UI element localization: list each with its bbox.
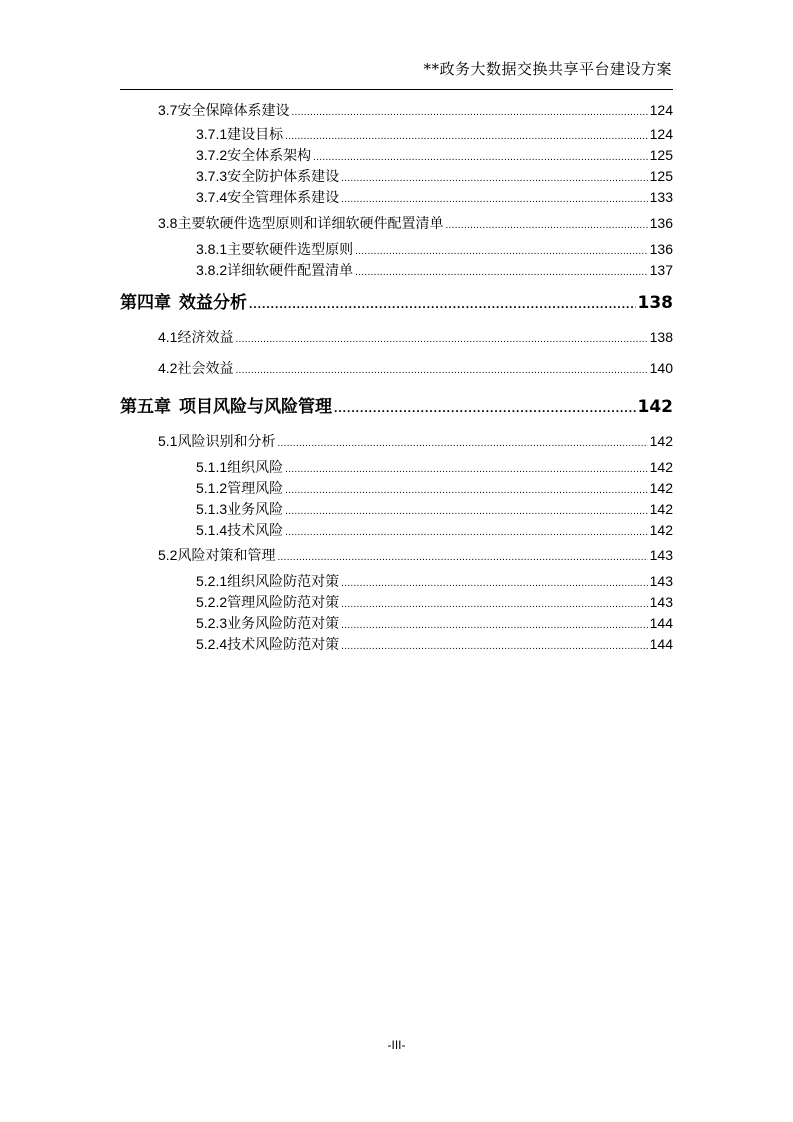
toc-entry[interactable] [196, 145, 673, 167]
toc-entry-title: 建设目标 [227, 127, 284, 143]
toc-chapter-page: 138 [637, 293, 673, 313]
toc-entry[interactable] [196, 499, 673, 521]
toc-entry[interactable] [196, 166, 673, 188]
toc-entry-number: 4.1 [158, 329, 178, 345]
toc-entry-title: 经济效益 [177, 330, 234, 346]
toc-entry-title: 业务风险 [227, 502, 284, 518]
toc-entry[interactable] [158, 431, 673, 453]
toc-entry-page: 142 [649, 480, 673, 496]
document-header-title: **政务大数据交换共享平台建设方案 [423, 60, 672, 78]
toc-entry-page: 143 [649, 547, 673, 563]
toc-dot-leader [341, 599, 648, 610]
toc-entry-page: 133 [649, 189, 673, 205]
toc-chapter-entry[interactable] [120, 288, 673, 316]
toc-chapter-number: 第五章 [120, 397, 171, 417]
toc-chapter-title: 项目风险与风险管理 [179, 397, 332, 417]
toc-entry-page: 137 [649, 262, 673, 278]
toc-dot-leader [341, 620, 648, 631]
toc-entry-number: 3.7.2 [196, 147, 228, 163]
toc-entry-page: 125 [649, 147, 673, 163]
toc-entry-page: 143 [649, 573, 673, 589]
toc-entry-title: 详细软硬件配置清单 [227, 263, 354, 279]
page-number-footer: -III- [387, 1038, 406, 1052]
toc-dot-leader [341, 641, 648, 652]
toc-dot-leader [445, 220, 647, 231]
toc-entry-title: 技术风险防范对策 [227, 637, 340, 653]
toc-dot-leader [355, 246, 648, 257]
toc-entry-number: 3.8.2 [196, 262, 228, 278]
toc-entry-title: 安全体系架构 [227, 148, 312, 164]
toc-entry-title: 安全防护体系建设 [227, 169, 340, 185]
toc-entry-number: 5.1.4 [196, 522, 228, 538]
toc-entry-page: 144 [649, 615, 673, 631]
toc-dot-leader [285, 527, 648, 538]
toc-dot-leader [341, 194, 648, 205]
toc-entry[interactable] [196, 124, 673, 146]
toc-entry-title: 主要软硬件选型原则 [227, 242, 354, 258]
toc-entry-title: 安全管理体系建设 [227, 190, 340, 206]
toc-entry[interactable] [196, 520, 673, 542]
toc-entry[interactable] [196, 571, 673, 593]
toc-entry-number: 3.7 [158, 102, 178, 118]
toc-entry-page: 142 [649, 433, 673, 449]
toc-entry-number: 5.2.1 [196, 573, 228, 589]
toc-entry-number: 3.7.3 [196, 168, 228, 184]
toc-entry-page: 125 [649, 168, 673, 184]
toc-dot-leader [341, 578, 648, 589]
toc-entry[interactable] [158, 358, 673, 380]
toc-dot-leader [285, 506, 648, 517]
toc-entry-number: 5.2.2 [196, 594, 228, 610]
toc-entry-page: 142 [649, 501, 673, 517]
toc-dot-leader [285, 131, 648, 142]
toc-entry-page: 136 [649, 215, 673, 231]
toc-dot-leader [249, 297, 636, 311]
toc-dot-leader [285, 464, 648, 475]
toc-entry[interactable] [196, 613, 673, 635]
toc-entry-title: 管理风险 [227, 481, 284, 497]
toc-entry[interactable] [158, 213, 673, 235]
toc-entry-page: 136 [649, 241, 673, 257]
toc-entry-number: 5.2.3 [196, 615, 228, 631]
toc-dot-leader [341, 173, 648, 184]
toc-entry-title: 风险对策和管理 [177, 548, 276, 564]
toc-entry[interactable] [158, 100, 673, 122]
toc-entry-number: 5.2 [158, 547, 178, 563]
toc-dot-leader [334, 401, 636, 415]
toc-dot-leader [235, 334, 647, 345]
toc-entry-page: 142 [649, 459, 673, 475]
toc-entry-page: 124 [649, 102, 673, 118]
toc-dot-leader [235, 365, 647, 376]
toc-entry-page: 124 [649, 126, 673, 142]
toc-dot-leader [277, 552, 647, 563]
toc-entry-number: 3.8 [158, 215, 178, 231]
toc-entry[interactable] [196, 634, 673, 656]
toc-entry-page: 144 [649, 636, 673, 652]
toc-entry-number: 5.1.1 [196, 459, 228, 475]
toc-entry[interactable] [158, 327, 673, 349]
toc-entry-title: 安全保障体系建设 [177, 103, 290, 119]
toc-entry[interactable] [196, 457, 673, 479]
toc-chapter-page: 142 [637, 397, 673, 417]
toc-entry-number: 5.1.3 [196, 501, 228, 517]
toc-entry-page: 140 [649, 360, 673, 376]
toc-entry-number: 4.2 [158, 360, 178, 376]
toc-dot-leader [285, 485, 648, 496]
toc-entry[interactable] [196, 260, 673, 282]
toc-entry-page: 142 [649, 522, 673, 538]
toc-entry-title: 组织风险 [227, 460, 284, 476]
toc-entry[interactable] [196, 187, 673, 209]
toc-chapter-title: 效益分析 [179, 293, 247, 313]
toc-entry-title: 业务风险防范对策 [227, 616, 340, 632]
toc-entry[interactable] [196, 478, 673, 500]
toc-entry[interactable] [196, 592, 673, 614]
toc-entry-number: 3.7.1 [196, 126, 228, 142]
toc-entry-title: 组织风险防范对策 [227, 574, 340, 590]
toc-dot-leader [355, 267, 648, 278]
toc-entry[interactable] [158, 545, 673, 567]
toc-dot-leader [313, 152, 648, 163]
toc-chapter-number: 第四章 [120, 293, 171, 313]
toc-entry-title: 社会效益 [177, 361, 234, 377]
toc-entry-page: 143 [649, 594, 673, 610]
toc-entry-title: 管理风险防范对策 [227, 595, 340, 611]
toc-entry-title: 风险识别和分析 [177, 434, 276, 450]
toc-entry-title: 技术风险 [227, 523, 284, 539]
toc-entry-number: 3.7.4 [196, 189, 228, 205]
toc-entry[interactable] [196, 239, 673, 261]
toc-entry-page: 138 [649, 329, 673, 345]
toc-entry-number: 3.8.1 [196, 241, 228, 257]
toc-entry-number: 5.1.2 [196, 480, 228, 496]
toc-dot-leader [291, 107, 647, 118]
toc-entry-number: 5.2.4 [196, 636, 228, 652]
toc-dot-leader [277, 438, 647, 449]
toc-entry-title: 主要软硬件选型原则和详细软硬件配置清单 [177, 216, 444, 232]
toc-entry-number: 5.1 [158, 433, 178, 449]
toc-chapter-entry[interactable] [120, 392, 673, 420]
